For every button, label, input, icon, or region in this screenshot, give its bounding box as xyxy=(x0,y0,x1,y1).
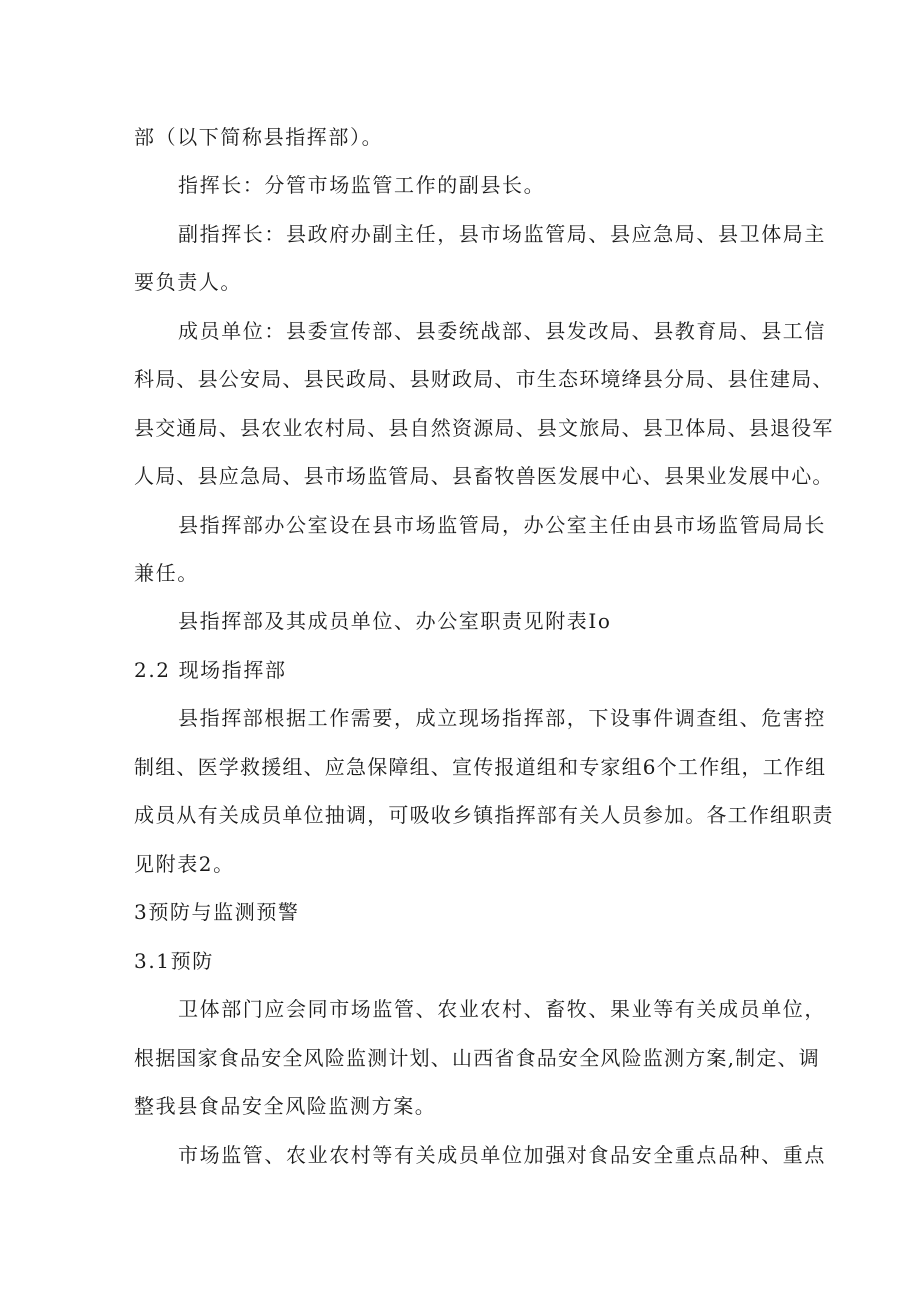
paragraph-line: 县指挥部根据工作需要，成立现场指挥部，下设事件调查组、危害控 xyxy=(178,706,826,730)
paragraph-line: 成员从有关成员单位抽调，可吸收乡镇指挥部有关人员参加。各工作组职责 xyxy=(134,803,834,827)
paragraph-line: 整我县食品安全风险监测方案。 xyxy=(134,1094,437,1118)
paragraph-line: 部（以下简称县指挥部）。 xyxy=(134,125,384,149)
paragraph-line: 副指挥长：县政府办副主任，县市场监管局、县应急局、县卫体局主 xyxy=(178,222,826,246)
paragraph-line: 成员单位：县委宣传部、县委统战部、县发改局、县教育局、县工信 xyxy=(178,319,826,343)
section-heading: 3.1预防 xyxy=(134,949,214,973)
paragraph-line: 县交通局、县农业农村局、县自然资源局、县文旅局、县卫体局、县退役军 xyxy=(134,416,834,440)
section-heading: 3预防与监测预警 xyxy=(134,900,300,924)
paragraph-line: 市场监管、农业农村等有关成员单位加强对食品安全重点品种、重点 xyxy=(178,1143,826,1167)
section-heading: 2.2 现场指挥部 xyxy=(134,658,287,682)
paragraph-line: 兼任。 xyxy=(134,561,199,585)
paragraph-line: 根据国家食品安全风险监测计划、山西省食品安全风险监测方案,制定、调 xyxy=(134,1046,820,1070)
paragraph-line: 指挥长：分管市场监管工作的副县长。 xyxy=(178,173,546,197)
paragraph-line: 县指挥部办公室设在县市场监管局，办公室主任由县市场监管局局长 xyxy=(178,513,826,537)
paragraph-line: 见附表2。 xyxy=(134,852,235,876)
paragraph-line: 卫体部门应会同市场监管、农业农村、畜牧、果业等有关成员单位， xyxy=(178,997,826,1021)
paragraph-line: 要负责人。 xyxy=(134,270,242,294)
paragraph-line: 人局、县应急局、县市场监管局、县畜牧兽医发展中心、县果业发展中心。 xyxy=(134,464,834,488)
paragraph-line: 县指挥部及其成员单位、办公室职责见附表Io xyxy=(178,609,612,633)
paragraph-line: 制组、医学救援组、应急保障组、宣传报道组和专家组6个工作组，工作组 xyxy=(134,755,827,779)
paragraph-line: 科局、县公安局、县民政局、县财政局、市生态环境绛县分局、县住建局、 xyxy=(134,367,834,391)
